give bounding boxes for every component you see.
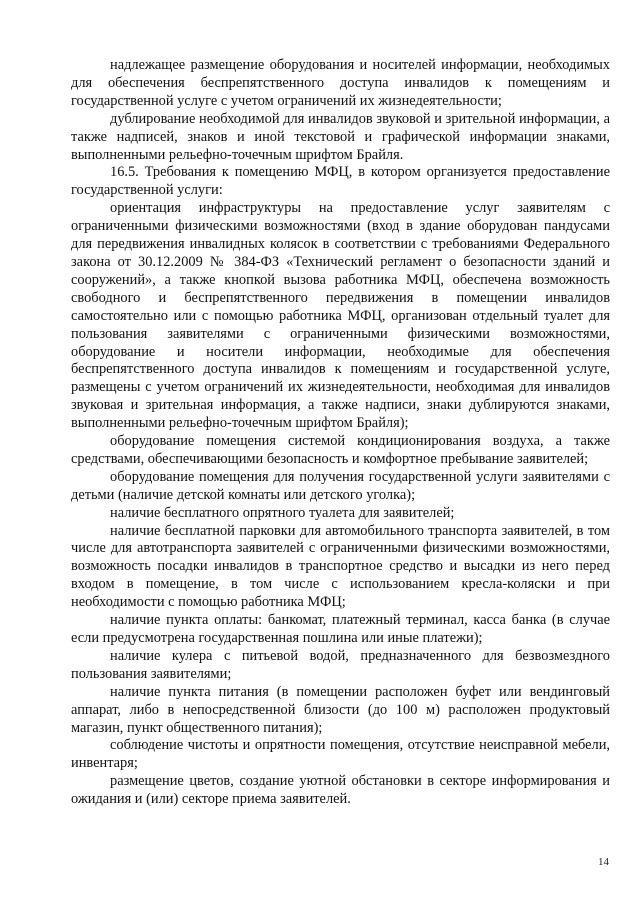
- paragraph-cleanliness: соблюдение чистоты и опрятности помещения, отсутствие неисправной мебели, инвентаря;: [71, 737, 610, 772]
- paragraph-children-room: оборудование помещения для получения государственной услуги заявителями с детьми (наличие детской комнаты или детского уголка);: [71, 468, 610, 503]
- paragraph-payment-point: наличие пункта оплаты: банкомат, платежный терминал, касса банка (в случае если предусмотрена государственная пошлина или иные платежи);: [71, 612, 610, 646]
- document-body: [71, 57, 610, 809]
- paragraph-duplication-of-information: дублирование необходимой для инвалидов звуковой и зрительной информации, а также надписей, знаков и иной текстовой и графической информации знаками, выполненными рельефно-точечным шрифтом Брайля.: [71, 110, 610, 163]
- paragraph-flowers-cozy-atmosphere: размещение цветов, создание уютной обстановки в секторе информирования и ожидания и (или) секторе приема заявителей.: [71, 773, 610, 808]
- paragraph-section-16-5-heading: 16.5. Требования к помещению МФЦ, в котором организуется предоставление государственной услуги:: [71, 164, 610, 199]
- paragraph-air-conditioning: оборудование помещения системой кондиционирования воздуха, а также средствами, обеспечивающими безопасность и комфортное пребывание заявителей;: [71, 433, 610, 467]
- paragraph-infrastructure-orientation: ориентация инфраструктуры на предоставление услуг заявителям с ограниченными физическими возможностями (вход в здание оборудован пандусами для передвижения инвалидных колясок в соответствии с требованиями Федерального закона от 30.12.2009 № 384-ФЗ «Технический регламент о безопасности зданий и сооружений», а также кнопкой вызова работника МФЦ, обеспечена возможность свободного и беспрепятственного передвижения в помещении инвалидов самостоятельно или с помощью работника МФЦ, организован отдельный туалет для пользования заявителями с ограниченными физическими возможностями, оборудование и носители информации, необходимые для обеспечения беспрепятственного доступа инвалидов к помещениям и государственной услуге, размещены с учетом ограничений их жизнедеятельности, необходимая для инвалидов звуковая и зрительная информация, а также надписи, знаки дублируются знаками, выполненными рельефно-точечным шрифтом Брайля);: [71, 200, 610, 432]
- paragraph-placement-of-equipment: надлежащее размещение оборудования и носителей информации, необходимых для обеспечения беспрепятственного доступа инвалидов к помещениям и государственной услуге с учетом ограничений их жизнедеятельности;: [71, 57, 610, 109]
- page-number: 14: [598, 856, 609, 868]
- paragraph-free-parking: наличие бесплатной парковки для автомобильного транспорта заявителей, в том числе для автотранспорта заявителей с ограниченными физическими возможностями, возможность посадки инвалидов в транспортное средство и высадки из него перед входом в помещение, в том числе с использованием кресла-коляски и при необходимости с помощью работника МФЦ;: [71, 522, 610, 611]
- paragraph-free-toilet: наличие бесплатного опрятного туалета для заявителей;: [110, 504, 455, 521]
- paragraph-food-point: наличие пункта питания (в помещении расположен буфет или вендинговый аппарат, либо в непосредственной близости (до 100 м) расположен продуктовый магазин, пункт общественного питания);: [71, 683, 610, 736]
- paragraph-water-cooler: наличие кулера с питьевой водой, предназначенного для безвозмездного пользования заявителями;: [71, 647, 610, 682]
